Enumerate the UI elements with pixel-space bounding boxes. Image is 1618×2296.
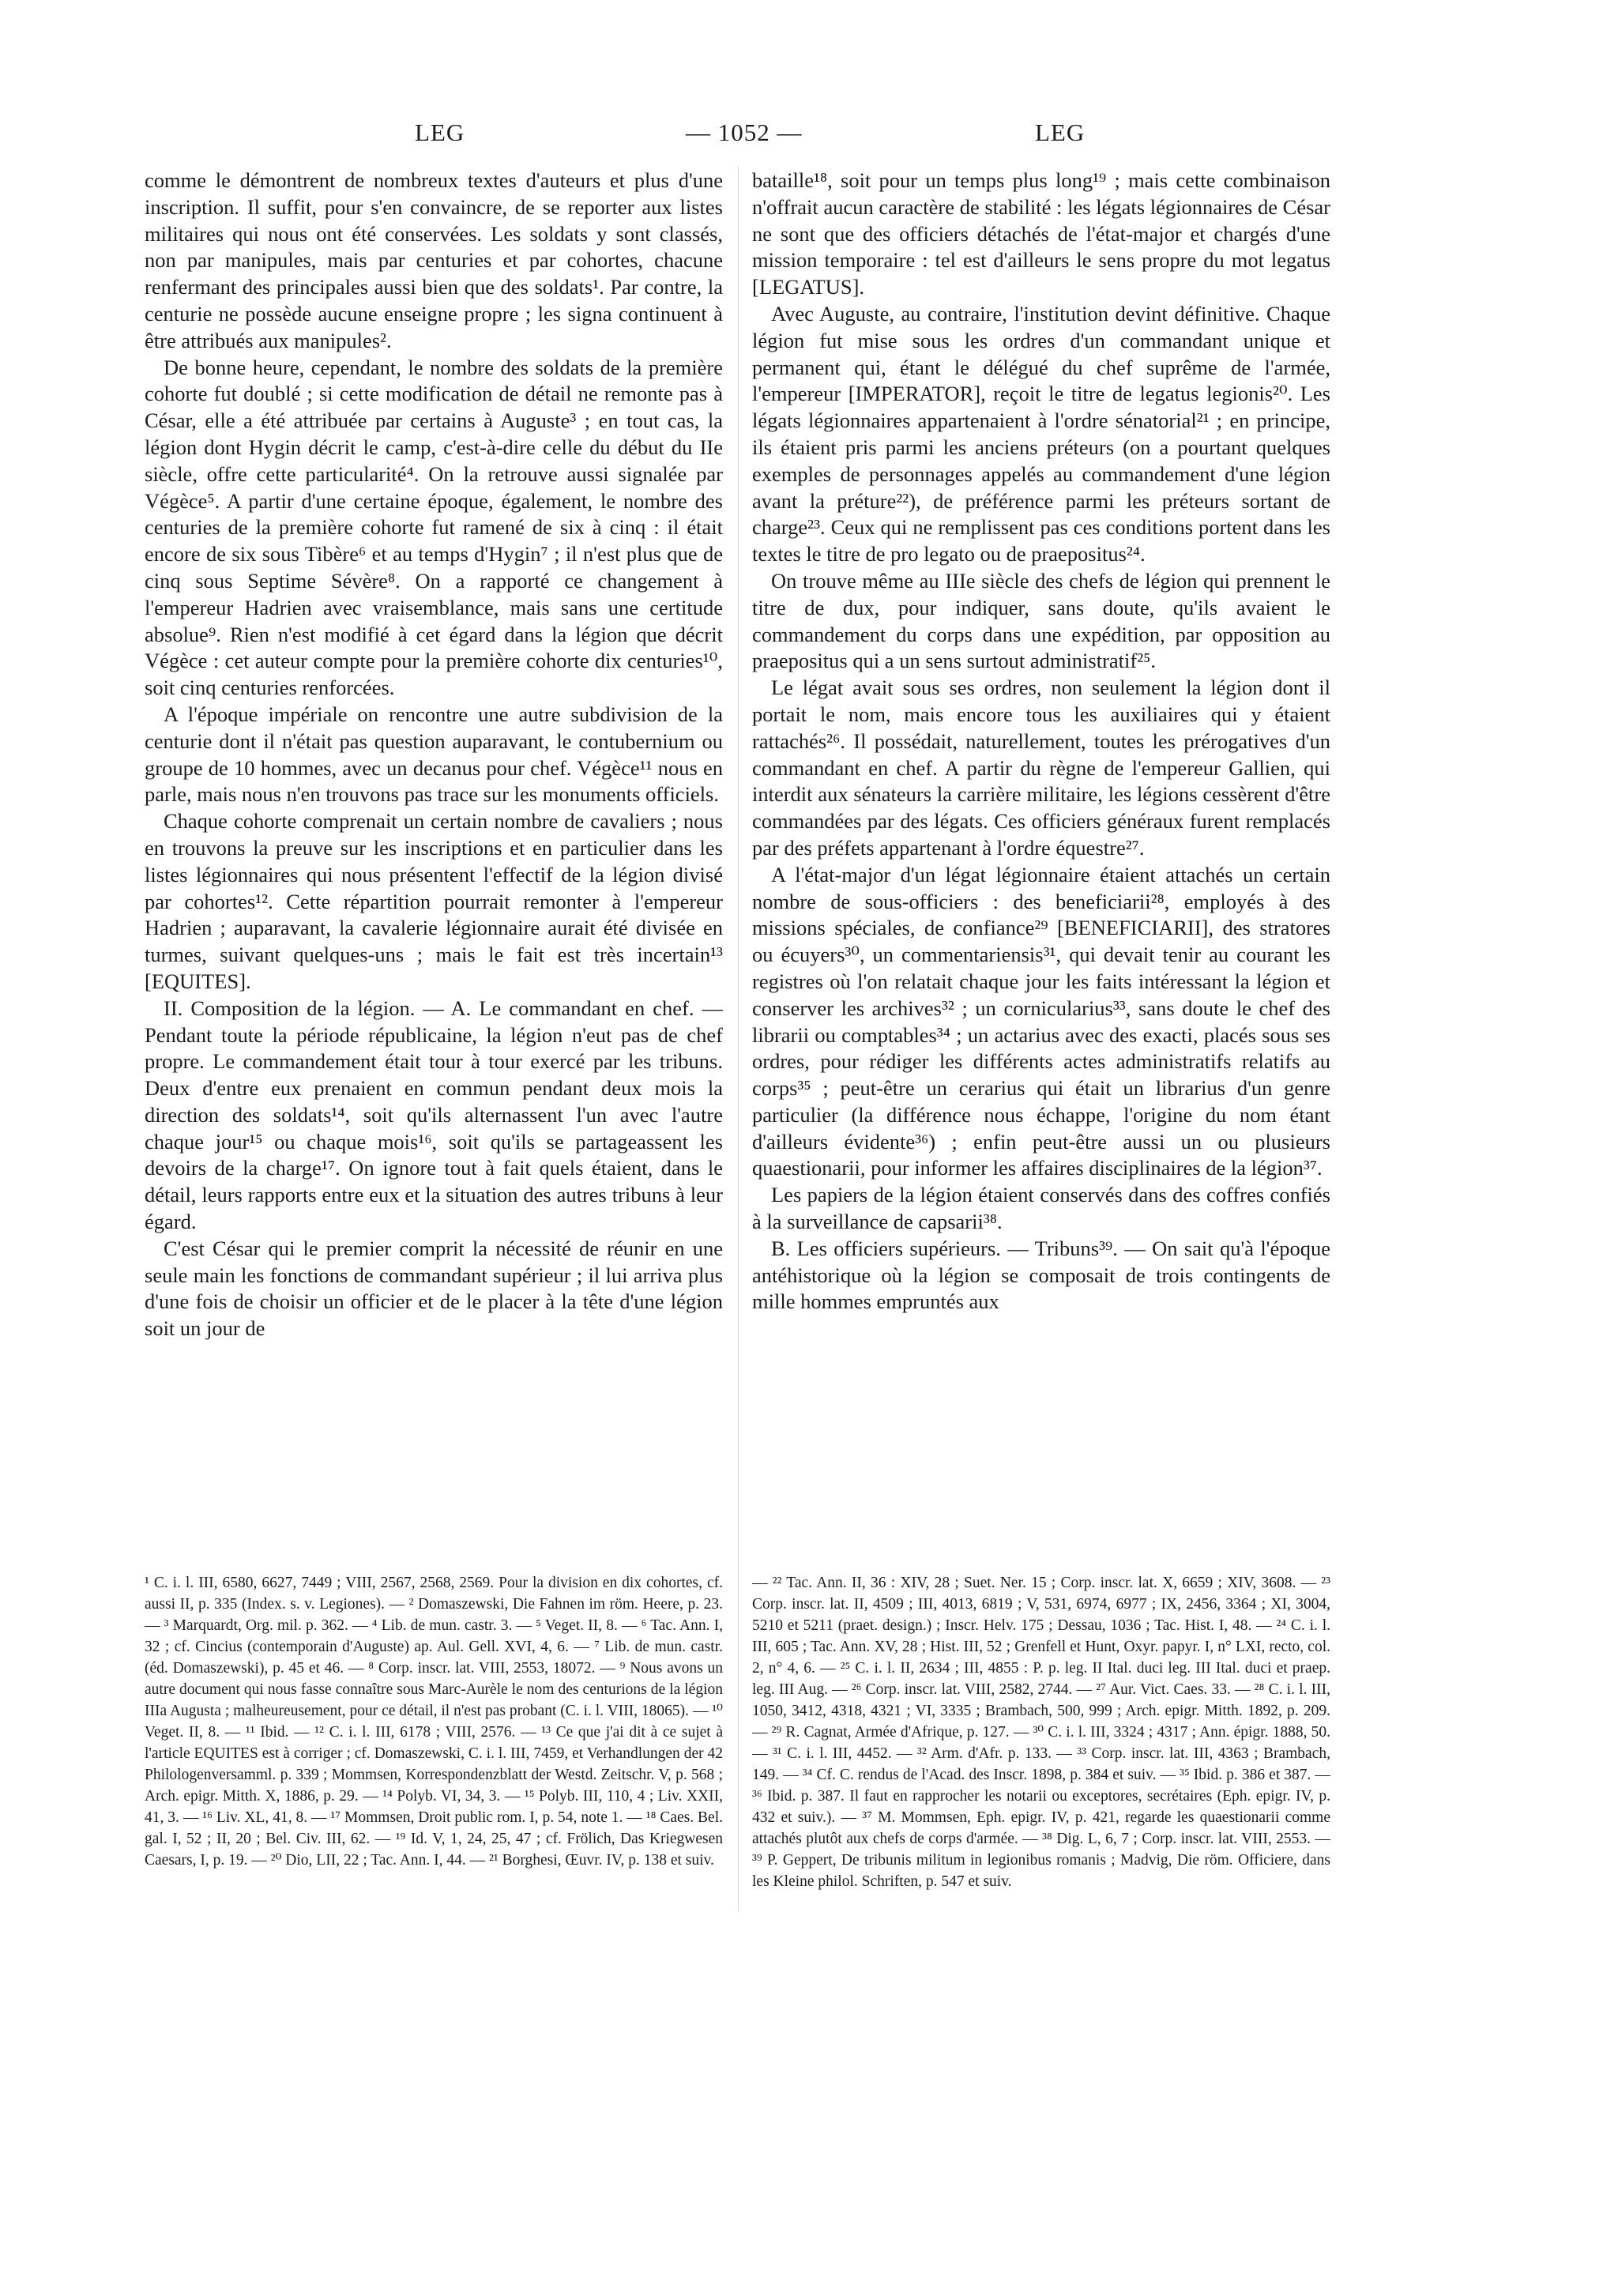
header-left: LEG	[415, 119, 465, 146]
paragraph: Avec Auguste, au contraire, l'institution devint définitive. Chaque légion fut mise sous les ordres d'un commandant unique et permanent qui, étant le délégué du chef suprême de l'armée, l'empereur [IMPERATOR], reçoit le titre de legatus legionis²⁰. Les légats légionnaires appartenaient à l'ordre sénatorial²¹ ; en principe, ils étaient pris parmi les anciens préteurs (on a pourtant quelques exemples de personnages appelés au commandement d'une légion avant la préture²²), de préférence parmi les préteurs sortant de charge²³. Ceux qui ne remplissent pas ces conditions portent dans les textes le titre de pro legato ou de praepositus²⁴.	[752, 301, 1330, 566]
paragraph: Le légat avait sous ses ordres, non seulement la légion dont il portait le nom, mais encore tous les auxiliaires qui y étaient rattachés²⁶. Il possédait, naturellement, toutes les prérogatives d'un commandant en chef. A partir du règne de l'empereur Gallien, qui interdit aux sénateurs la carrière militaire, les légions cessèrent d'être commandées par des légats. Ces officiers généraux furent remplacés par des préfets appartenant à l'ordre équestre²⁷.	[752, 676, 1330, 860]
running-header	[0, 119, 1618, 158]
footnotes-left	[145, 1572, 723, 1952]
paragraph: On trouve même au IIIe siècle des chefs de légion qui prennent le titre de dux, pour indiquer, sans doute, qu'ils avaient le commandement du corps dans une expédition, par opposition au praepositus qui a un sens surtout administratif²⁵.	[752, 568, 1330, 673]
left-column	[145, 167, 723, 1574]
footnotes-right	[752, 1572, 1330, 1952]
paragraph: Les papiers de la légion étaient conservés dans des coffres confiés à la surveillance de capsarii³⁸.	[752, 1183, 1330, 1234]
paragraph: comme le démontrent de nombreux textes d'auteurs et plus d'une inscription. Il suffit, pour s'en convaincre, de se reporter aux listes militaires qui nous ont été conservées. Les soldats y sont classés, non par manipules, mais par centuries et par cohortes, chacune renfermant des principales aussi bien que des soldats¹. Par contre, la centurie ne possède aucune enseigne propre ; les signa continuent à être attribués aux manipules².	[145, 168, 723, 352]
header-right: LEG	[1035, 119, 1086, 146]
page-number: — 1052 —	[686, 119, 803, 146]
right-column	[752, 167, 1330, 1574]
paragraph: bataille¹⁸, soit pour un temps plus long¹⁹ ; mais cette combinaison n'offrait aucun caractère de stabilité : les légats légionnaires de César ne sont que des officiers détachés de l'état-major et chargés d'une mission temporaire : tel est d'ailleurs le sens propre du mot legatus [LEGATUS].	[752, 168, 1330, 299]
footnote-text: ¹ C. i. l. III, 6580, 6627, 7449 ; VIII, 2567, 2568, 2569. Pour la division en dix cohortes, cf. aussi II, p. 335 (Index. s. v. Legiones). — ² Domaszewski, Die Fahnen im röm. Heere, p. 23. — ³ Marquardt, Org. mil. p. 362. — ⁴ Lib. de mun. castr. 3. — ⁵ Veget. II, 8. — ⁶ Tac. Ann. I, 32 ; cf. Cincius (contemporain d'Auguste) ap. Aul. Gell. XVI, 4, 6. — ⁷ Lib. de mun. castr. (éd. Domaszewski), p. 45 et 46. — ⁸ Corp. inscr. lat. VIII, 2553, 18072. — ⁹ Nous avons un autre document qui nous fasse connaître sous Marc-Aurèle le nom des centurions de la légion IIIa Augusta ; malheureusement, pour ce détail, il n'est pas probant (C. i. l. VIII, 18065). — ¹⁰ Veget. II, 8. — ¹¹ Ibid. — ¹² C. i. l. III, 6178 ; VIII, 2576. — ¹³ Ce que j'ai dit à ce sujet à l'article EQUITES est à corriger ; cf. Domaszewski, C. i. l. III, 7459, et Verhandlungen der 42 Philologenversamml. p. 339 ; Mommsen, Korrespondenzblatt der Westd. Zeitschr. V, p. 568 ; Arch. epigr. Mitth. X, 1886, p. 29. — ¹⁴ Polyb. VI, 34, 3. — ¹⁵ Polyb. III, 110, 4 ; Liv. XXII, 41, 3. — ¹⁶ Liv. XL, 41, 8. — ¹⁷ Mommsen, Droit public rom. I, p. 54, note 1. — ¹⁸ Caes. Bel. gal. I, 52 ; II, 20 ; Bel. Civ. III, 62. — ¹⁹ Id. V, 1, 24, 25, 47 ; cf. Frölich, Das Kriegwesen Caesars, I, p. 19. — ²⁰ Dio, LII, 22 ; Tac. Ann. I, 44. — ²¹ Borghesi, Œuvr. IV, p. 138 et suiv.	[145, 1575, 723, 1869]
paragraph: C'est César qui le premier comprit la nécessité de réunir en une seule main les fonctions de commandant supérieur ; il lui arriva plus d'une fois de choisir un officier et de le placer à la tête d'une légion soit un jour de	[145, 1236, 723, 1341]
paragraph: Chaque cohorte comprenait un certain nombre de cavaliers ; nous en trouvons la preuve sur les inscriptions et en particulier dans les listes légionnaires qui nous présentent l'effectif de la légion divisé par cohortes¹². Cette répartition pourrait remonter à l'empereur Hadrien ; auparavant, la cavalerie légionnaire aurait été divisée en turmes, suivant quelques-uns ; mais le fait est très incertain¹³ [EQUITES].	[145, 809, 723, 993]
section-heading-paragraph: II. Composition de la légion. — A. Le commandant en chef. — Pendant toute la période républicaine, la légion n'eut pas de chef propre. Le commandement était tour à tour exercé par les tribuns. Deux d'entre eux prenaient en commun pendant deux mois la direction des soldats¹⁴, soit qu'ils alternassent l'un avec l'autre chaque jour¹⁵ ou chaque mois¹⁶, soit qu'ils se partageassent les devoirs de la charge¹⁷. On ignore tout à fait quels étaient, dans le détail, leurs rapports entre eux et la situation des autres tribuns à leur égard.	[145, 996, 723, 1234]
section-heading-paragraph: B. Les officiers supérieurs. — Tribuns³⁹. — On sait qu'à l'époque antéhistorique où la légion se composait de trois contingents de mille hommes empruntés aux	[752, 1236, 1330, 1314]
paragraph: A l'époque impériale on rencontre une autre subdivision de la centurie dont il n'était pas question auparavant, le contubernium ou groupe de 10 hommes, avec un decanus pour chef. Végèce¹¹ nous en parle, mais nous n'en trouvons pas trace sur les monuments officiels.	[145, 702, 723, 807]
paragraph: De bonne heure, cependant, le nombre des soldats de la première cohorte fut doublé ; si cette modification de détail ne remonte pas à César, elle a été attribuée par certains à Auguste³ ; en tout cas, la légion dont Hygin décrit le camp, c'est-à-dire celle du début du IIe siècle, offre cette particularité⁴. On la retrouve aussi signalée par Végèce⁵. A partir d'une certaine époque, également, le nombre des centuries de la première cohorte fut ramené de six à cinq : il était encore de six sous Tibère⁶ et au temps d'Hygin⁷ ; il n'est plus que de cinq sous Septime Sévère⁸. On a rapporté ce changement à l'empereur Hadrien avec vraisemblance, mais sans une certitude absolue⁹. Rien n'est modifié à cet égard dans la légion que décrit Végèce : cet auteur compte pour la première cohorte dix centuries¹⁰, soit cinq centuries renforcées.	[145, 355, 723, 700]
column-divider	[738, 166, 739, 1912]
footnote-text: — ²² Tac. Ann. II, 36 : XIV, 28 ; Suet. Ner. 15 ; Corp. inscr. lat. X, 6659 ; XIV, 3608. — ²³ Corp. inscr. lat. II, 4509 ; III, 4013, 6819 ; V, 531, 6974, 6977 ; IX, 2456, 3364 ; XI, 3004, 5210 et 5211 (praet. design.) ; Inscr. Helv. 175 ; Dessau, 1036 ; Tac. Hist. I, 48. — ²⁴ C. i. l. III, 605 ; Tac. Ann. XV, 28 ; Hist. III, 52 ; Grenfell et Hunt, Oxyr. papyr. I, n° LXI, recto, col. 2, n° 4, 6. — ²⁵ C. i. l. II, 2634 ; III, 4855 : P. p. leg. II Ital. duci leg. III Ital. duci et praep. leg. III Aug. — ²⁶ Corp. inscr. lat. VIII, 2582, 2744. — ²⁷ Aur. Vict. Caes. 33. — ²⁸ C. i. l. III, 1050, 3412, 4318, 4321 ; VI, 3335 ; Brambach, 500, 999 ; Arch. epigr. Mitth. 1892, p. 209. — ²⁹ R. Cagnat, Armée d'Afrique, p. 127. — ³⁰ C. i. l. III, 3324 ; 4317 ; Ann. épigr. 1888, 50. — ³¹ C. i. l. III, 4452. — ³² Arm. d'Afr. p. 133. — ³³ Corp. inscr. lat. III, 4363 ; Brambach, 149. — ³⁴ Cf. C. rendus de l'Acad. des Inscr. 1898, p. 384 et suiv. — ³⁵ Ibid. p. 386 et 387. — ³⁶ Ibid. p. 387. Il faut en rapprocher les notarii ou exceptores, secrétaires (Eph. epigr. IV, p. 432 et suiv.). — ³⁷ M. Mommsen, Eph. epigr. IV, p. 421, regarde les quaestionarii comme attachés plutôt aux chefs de corps d'armée. — ³⁸ Dig. L, 6, 7 ; Corp. inscr. lat. VIII, 2553. — ³⁹ P. Geppert, De tribunis militum in legionibus romanis ; Madvig, Die röm. Officiere, dans les Kleine philol. Schriften, p. 547 et suiv.	[752, 1575, 1330, 1890]
paragraph: A l'état-major d'un légat légionnaire étaient attachés un certain nombre de sous-officiers : des beneficiarii²⁸, employés à des missions spéciales, de confiance²⁹ [BENEFICIARII], des stratores ou écuyers³⁰, un commentariensis³¹, qui devait tenir au courant les registres où l'on relatait chaque jour les faits intéressant la légion et conserver les archives³² ; un cornicularius³³, sans doute le chef des librarii ou comptables³⁴ ; un actarius avec des exacti, placés sous ses ordres, pour rédiger les différents actes administratifs relatifs au corps³⁵ ; peut-être un cerarius qui était un librarius d'un genre particulier (la différence nous échappe, l'origine du nom étant d'ailleurs évidente³⁶) ; enfin peut-être aussi un ou plusieurs quaestionarii, pour informer les affaires disciplinaires de la légion³⁷.	[752, 862, 1330, 1180]
